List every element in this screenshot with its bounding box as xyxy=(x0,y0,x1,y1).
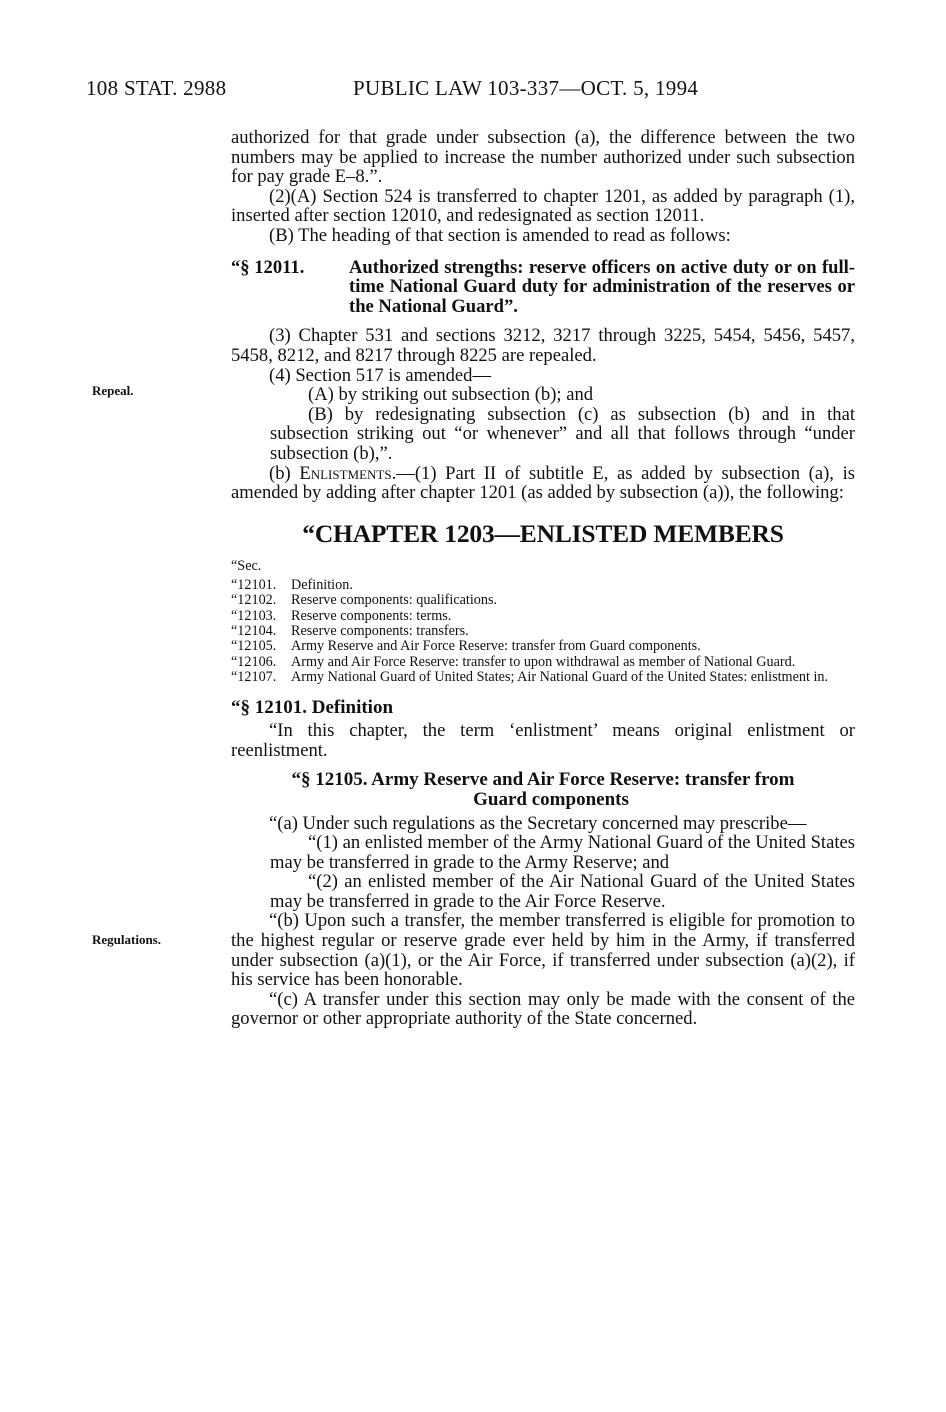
margin-note-regulations: Regulations. xyxy=(92,932,161,947)
section-12105-heading-line2: Guard components xyxy=(473,788,629,810)
toc-entry-number: “12105. xyxy=(231,638,277,655)
toc-entry-number: “12103. xyxy=(231,607,277,624)
section-12105-c: “(c) A transfer under this section may only be made with the consent of the governor or other appropriate authority of the State concerned. xyxy=(231,988,855,1030)
table-of-sections xyxy=(231,559,855,685)
toc-entry-number: “12107. xyxy=(231,669,277,686)
toc-entry xyxy=(231,624,855,639)
paragraph-b-prefix: (b) xyxy=(269,462,300,484)
paragraph-2b: (B) The heading of that section is amended to read as follows: xyxy=(269,224,731,246)
paragraph-4b: (B) by redesignating subsection (c) as subsection (b) and in that subsection striking out “or whenever” and all that follows through “under subsection (b),”. xyxy=(270,403,855,464)
paragraph-b-heading: Enlistments xyxy=(299,462,392,484)
paragraph-3-repeal: (3) Chapter 531 and sections 3212, 3217 through 3225, 5454, 5456, 5457, 5458, 8212, and 8217 through 8225 are repealed. xyxy=(231,325,855,366)
toc-entry-title: Reserve components: transfers. xyxy=(291,622,469,639)
margin-note-repeal: Repeal. xyxy=(92,383,134,398)
toc-entry xyxy=(231,655,855,670)
section-12101-heading: “§ 12101. Definition xyxy=(231,696,394,718)
body-text xyxy=(231,128,855,1029)
toc-entry xyxy=(231,593,855,608)
paragraph-4a: (A) by striking out subsection (b); and xyxy=(308,384,594,406)
toc-header: “Sec. xyxy=(231,558,262,575)
toc-entry xyxy=(231,639,855,654)
paragraph-4: (4) Section 517 is amended— xyxy=(269,364,492,386)
section-12105-heading-line1: “§ 12105. Army Reserve and Air Force Reserve: transfer from xyxy=(291,769,795,791)
toc-entry xyxy=(231,609,855,624)
section-12105-a: “(a) Under such regulations as the Secretary concerned may prescribe— xyxy=(269,812,807,834)
toc-entry-title: Army and Air Force Reserve: transfer to upon withdrawal as member of National Guard. xyxy=(291,653,796,670)
section-12011-heading xyxy=(231,258,855,317)
chapter-title: “CHAPTER 1203—ENLISTED MEMBERS xyxy=(302,518,784,548)
section-12011-number: “§ 12011. xyxy=(231,256,305,278)
paragraph-2a: (2)(A) Section 524 is transferred to chapter 1201, as added by paragraph (1), inserted after section 12010, and redesignated as section 12011. xyxy=(231,185,855,227)
section-12011-title: Authorized strengths: reserve officers on active duty or on full-time National Guard duty for administration of the reserves or the National Guard”. xyxy=(349,256,855,317)
toc-entry-number: “12102. xyxy=(231,592,277,609)
paragraph-b-enlistments xyxy=(231,464,855,503)
toc-entry xyxy=(231,670,855,685)
toc-entry-title: Army Reserve and Air Force Reserve: transfer from Guard components. xyxy=(291,638,701,655)
toc-entry-number: “12101. xyxy=(231,576,277,593)
public-law-citation: PUBLIC LAW 103-337—OCT. 5, 1994 xyxy=(353,76,699,100)
toc-entry-title: Reserve components: qualifications. xyxy=(291,592,498,609)
paragraph-continuation: authorized for that grade under subsection (a), the difference between the two numbers may be applied to increase the number authorized under such subsection for pay grade E–8.”. xyxy=(231,127,855,188)
section-12105-a2: “(2) an enlisted member of the Air National Guard of the United States may be transferred in grade to the Air Force Reserve. xyxy=(270,871,855,912)
paragraph-b-text: .—(1) Part II of subtitle E, as added by subsection (a), is amended by adding after chapter 1201 (as added by subsection (a)), the following: xyxy=(231,462,855,504)
section-12101-text: “In this chapter, the term ‘enlistment’ means original enlistment or reenlistment. xyxy=(231,720,855,761)
toc-entry-title: Reserve components: terms. xyxy=(291,607,452,624)
toc-entry-title: Definition. xyxy=(291,576,353,593)
stat-page-number: 108 STAT. 2988 xyxy=(86,76,227,100)
section-12105-b: “(b) Upon such a transfer, the member transferred is eligible for promotion to the highest regular or reserve grade ever held by him in the Army, if transferred under subsection (a)(1), or the Air Force, if transferred under subsection (a)(2), if his service has been honorable. xyxy=(231,910,855,991)
toc-entry-number: “12106. xyxy=(231,653,277,670)
toc-entry-title: Army National Guard of United States; Air National Guard of the United States: enlistment in. xyxy=(291,669,829,686)
section-12105-a1: “(1) an enlisted member of the Army National Guard of the United States may be transferred in grade to the Army Reserve; and xyxy=(270,832,855,873)
toc-entry-number: “12104. xyxy=(231,622,277,639)
toc-entry xyxy=(231,578,855,593)
section-12105-heading xyxy=(231,770,855,809)
